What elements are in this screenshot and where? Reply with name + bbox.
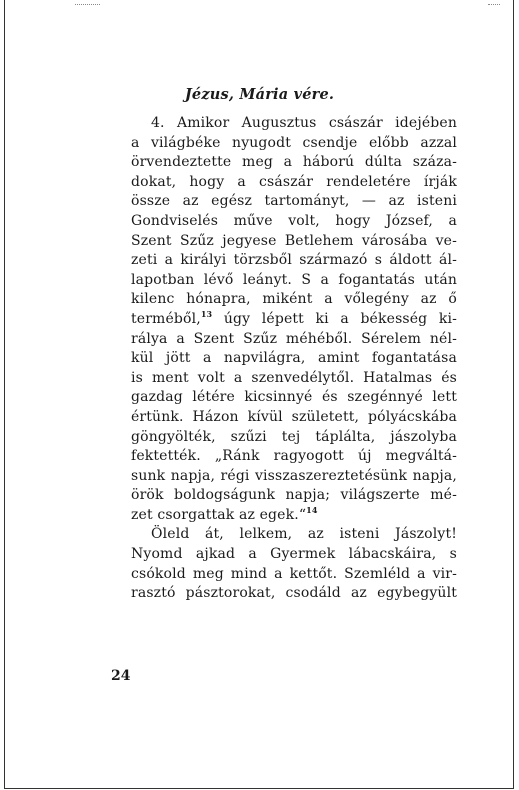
text-line: rasztó pásztorokat, csodáld az egybegyült: [131, 585, 457, 602]
text-line: értünk. Házon kívül született, pólyácskába: [131, 408, 457, 425]
text-line: össze az egész tartományt, — az isteni: [131, 193, 457, 210]
text-line: gazdag létére kicsinnyé és szegénnyé lett: [131, 389, 457, 406]
text-line: Gondviselés műve volt, hogy József, a: [131, 212, 457, 229]
text-fragment: úgy lépett ki a békesség ki-: [223, 310, 458, 327]
page-number: 24: [111, 668, 131, 684]
paragraph-1: [111, 114, 457, 525]
text-line: kilenc hónapra, miként a vőlegény az ő: [131, 291, 457, 308]
text-line: Öleld át, lelkem, az isteni Jászolyt!: [151, 526, 457, 543]
scan-mark: [75, 4, 100, 6]
footnote-marker: 13: [200, 308, 213, 319]
text-line: göngyölték, szűzi tej táplálta, jászolyba: [131, 428, 457, 445]
text-line: rálya a Szent Szűz méhéből. Sérelem nél-: [131, 330, 457, 347]
text-line: örvendeztette meg a háború dúlta száza-: [131, 154, 457, 171]
text-line-with-footnote: [111, 310, 457, 330]
text-line: csókold meg mind a kettőt. Szemléld a vir-: [131, 565, 457, 582]
body-text: [111, 114, 457, 604]
text-line: zeti a királyi törzsből származó s áldott ál-: [131, 252, 457, 269]
text-line: kül jött a napvilágra, amint fogantatása: [131, 350, 457, 367]
text-line: is ment volt a szenvedélytől. Hatalmas és: [131, 369, 457, 386]
footnote-marker: 14: [306, 504, 318, 515]
text-line: a világbéke nyugodt csendje előbb azzal: [131, 134, 457, 151]
text-fragment: zet csorgattak az egek.“: [131, 506, 307, 523]
text-line: fektették. „Ránk ragyogott új megváltá-: [131, 448, 457, 465]
heading-text: Jézus, Mária vére.: [184, 86, 335, 103]
text-line: 4. Amikor Augusztus császár idejében: [151, 115, 457, 131]
text-line-with-footnote: [111, 506, 457, 526]
scan-mark: [488, 4, 500, 6]
text-line: sunk napja, régi visszaszereztetésünk napja,: [131, 467, 457, 484]
page-heading: [0, 86, 519, 103]
paragraph-2: [111, 525, 457, 603]
text-line: lapotban lévő leányt. S a fogantatás után: [131, 271, 457, 288]
text-line: dokat, hogy a császár rendeletére írják: [131, 173, 457, 190]
text-line: Nyomd ajkad a Gyermek lábacskáira, s: [131, 546, 457, 563]
text-line: örök boldogságunk napja; világszerte mé-: [131, 487, 457, 504]
text-line: Szent Szűz jegyese Betlehem városába ve-: [131, 232, 457, 249]
text-fragment: terméből,: [131, 310, 201, 327]
